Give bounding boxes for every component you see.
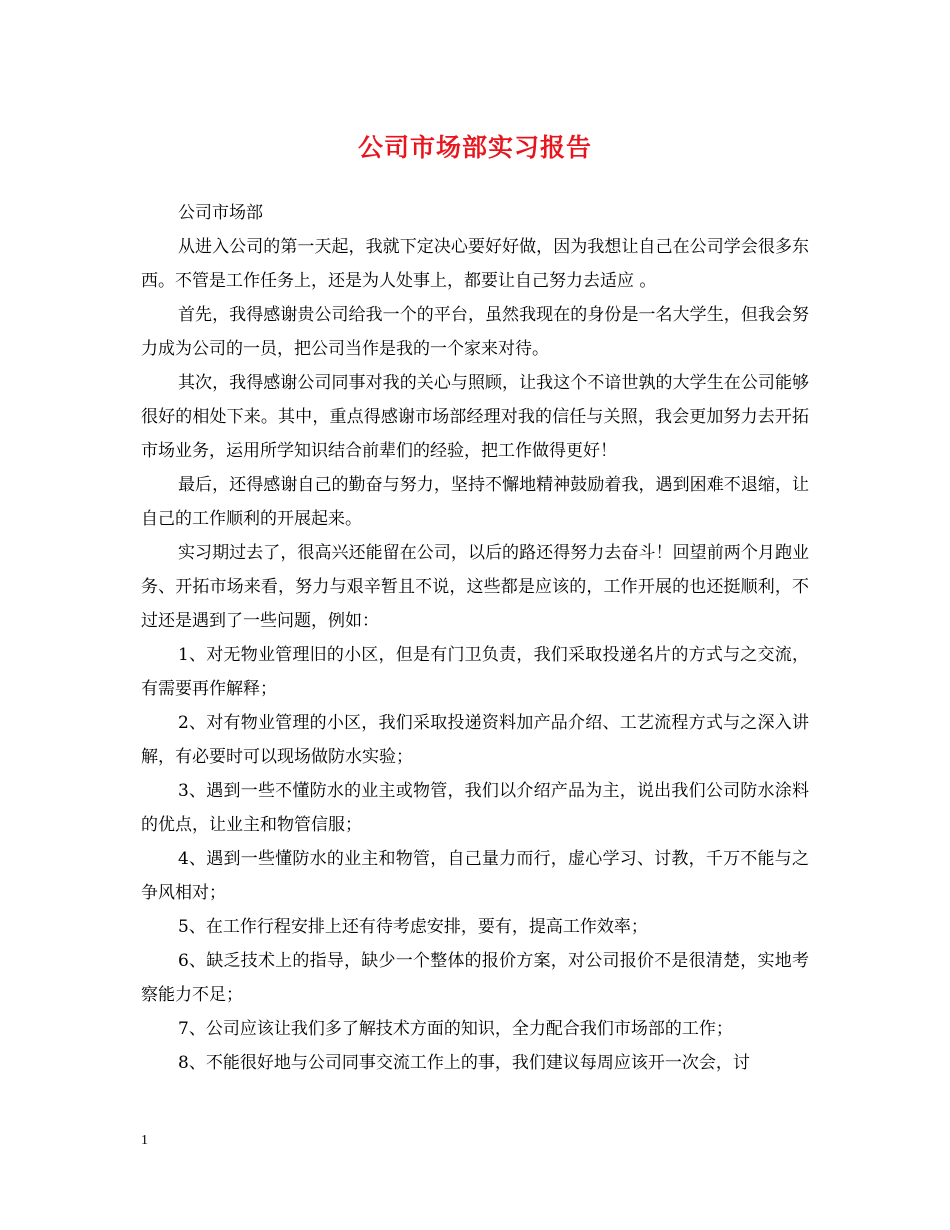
list-item: 1、对无物业管理旧的小区，但是有门卫负责，我们采取投递名片的方式与之交流，有需要再作解释；	[141, 645, 809, 699]
list-item: 2、对有物业管理的小区，我们采取投递资料加产品介绍、工艺流程方式与之深入讲解，有必要时可以现场做防水实验；	[141, 713, 809, 767]
list-item: 4、遇到一些懂防水的业主和物管，自己量力而行，虚心学习、讨教，千万不能与之争风相对；	[141, 849, 809, 903]
document-title: 公司市场部实习报告	[357, 133, 592, 162]
paragraph: 从进入公司的第一天起，我就下定决心要好好做，因为我想让自己在公司学会很多东西。不管是工作任务上，还是为人处事上，都要让自己努力去适应 。	[141, 237, 809, 291]
paragraph: 公司市场部	[178, 203, 263, 223]
paragraph: 实习期过去了，很高兴还能留在公司，以后的路还得努力去奋斗！回望前两个月跑业务、开拓市场来看，努力与艰辛暂且不说，这些都是应该的，工作开展的也还挺顺利，不过还是遇到了一些问题，例如：	[141, 543, 809, 631]
page-number: 1	[141, 1133, 148, 1148]
list-item: 8、不能很好地与公司同事交流工作上的事，我们建议每周应该开一次会，讨	[178, 1053, 750, 1073]
document-body	[141, 196, 809, 1080]
paragraph: 首先，我得感谢贵公司给我一个的平台，虽然我现在的身份是一名大学生，但我会努力成为公司的一员，把公司当作是我的一个家来对待。	[141, 305, 809, 359]
paragraph: 其次，我得感谢公司同事对我的关心与照顾，让我这个不谙世孰的大学生在公司能够很好的相处下来。其中，重点得感谢市场部经理对我的信任与关照，我会更加努力去开拓市场业务，运用所学知识结合前辈们的经验，把工作做得更好！	[141, 373, 809, 461]
list-item: 5、在工作行程安排上还有待考虑安排，要有，提高工作效率；	[178, 917, 648, 937]
list-item: 6、缺乏技术上的指导，缺少一个整体的报价方案，对公司报价不是很清楚，实地考察能力不足；	[141, 951, 809, 1005]
list-item: 7、公司应该让我们多了解技术方面的知识，全力配合我们市场部的工作；	[178, 1019, 733, 1039]
paragraph: 最后，还得感谢自己的勤奋与努力，坚持不懈地精神鼓励着我，遇到困难不退缩，让自己的工作顺利的开展起来。	[141, 475, 809, 529]
list-item: 3、遇到一些不懂防水的业主或物管，我们以介绍产品为主，说出我们公司防水涂料的优点，让业主和物管信服；	[141, 781, 809, 835]
